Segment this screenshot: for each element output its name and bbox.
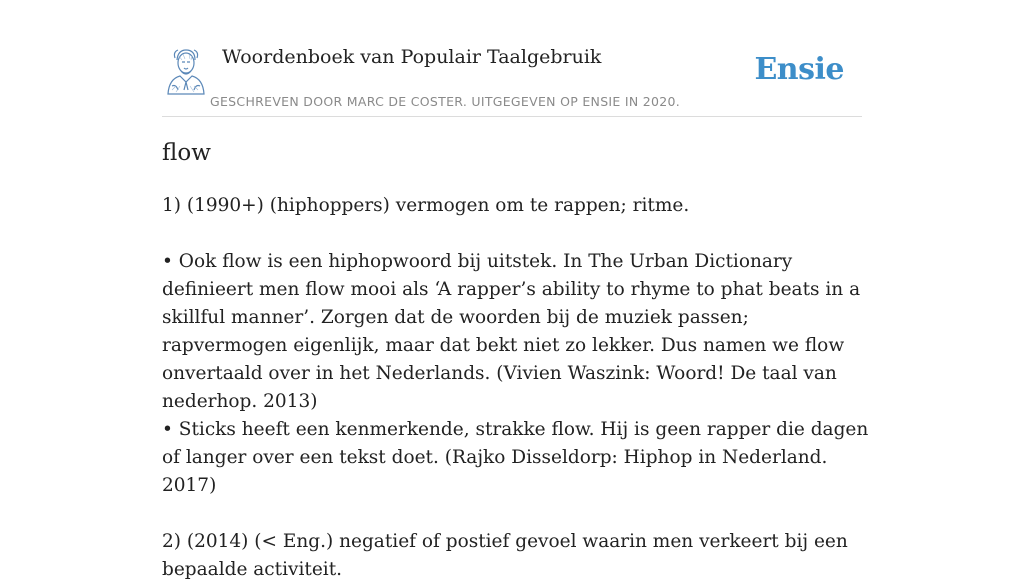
entry-definition [162,192,872,584]
definition-paragraph: 2) (2014) (< Eng.) negatief of postief gevoel waarin men verkeert bij een bepaalde activiteit. [162,531,848,580]
author-byline: GESCHREVEN DOOR MARC DE COSTER. UITGEGEVEN OP ENSIE IN 2020. [210,94,681,109]
dictionary-title[interactable]: Woordenboek van Populair Taalgebruik [222,46,602,68]
paragraph-spacer [162,500,872,528]
dictionary-header [162,40,862,117]
example-quote: • Sticks heeft een kenmerkende, strakke flow. Hij is geen rapper die dagen of langer over een tekst doet. (Rajko Disseldorp: Hiphop in Nederland. 2017) [162,419,869,496]
ensie-logo-link[interactable]: Ensie [754,52,844,87]
author-portrait-icon [164,46,208,96]
paragraph-spacer [162,220,872,248]
definition-paragraph: 1) (1990+) (hiphoppers) vermogen om te rappen; ritme. [162,195,690,216]
entry-word: flow [162,140,211,166]
example-quote: • Ook flow is een hiphopwoord bij uitstek. In The Urban Dictionary definieert men flow mooi als ‘A rapper’s ability to rhyme to phat beats in a skillful manner’. Zorgen dat de woorden bij de muziek passen; rapvermogen eigenlijk, maar dat bekt niet zo lekker. Dus namen we flow onvertaald over in het Nederlands. (Vivien Waszink: Woord! De taal van nederhop. 2013) [162,251,861,412]
